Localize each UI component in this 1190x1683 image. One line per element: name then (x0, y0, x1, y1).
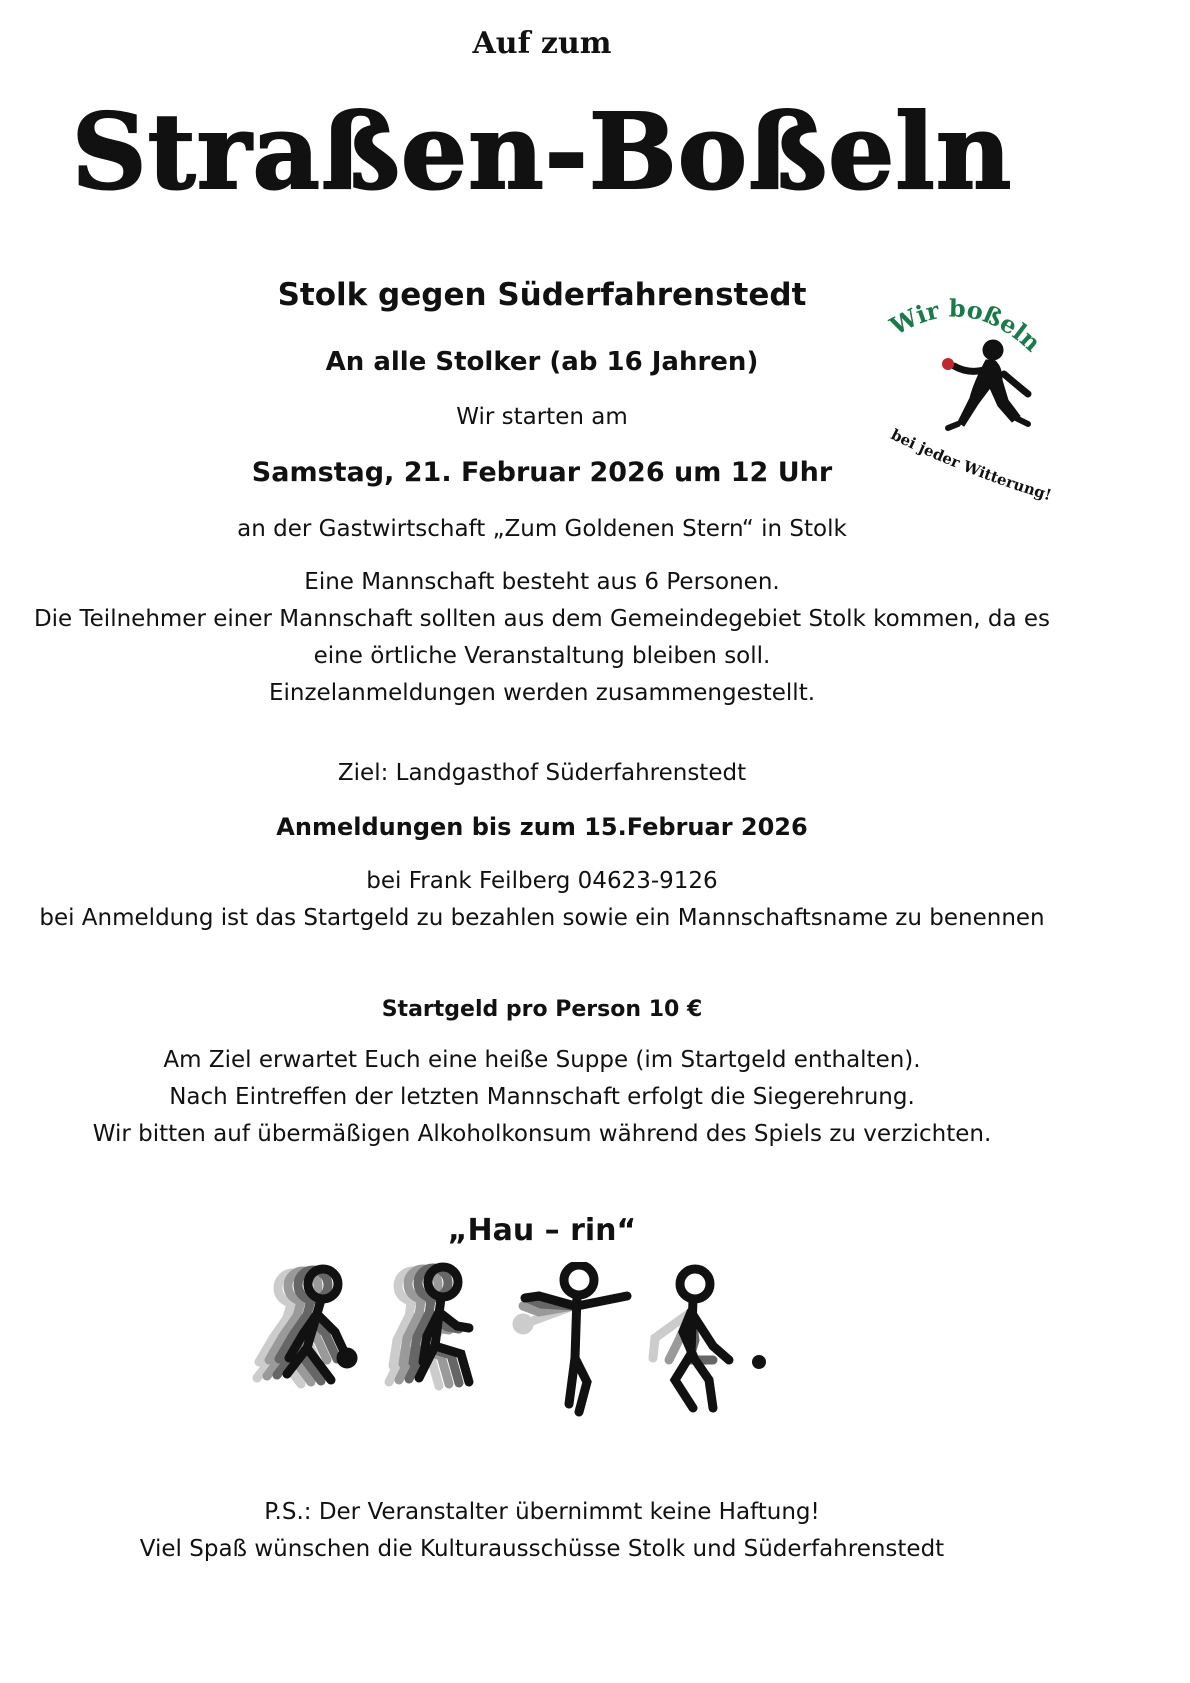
figure-throwing-icon (653, 1269, 766, 1408)
figure-winding-up-icon (517, 1265, 627, 1412)
start-intro: Wir starten am (456, 404, 628, 430)
registration-deadline: Anmeldungen bis zum 15.Februar 2026 (276, 813, 808, 841)
figure-stepping-icon (389, 1267, 469, 1386)
badge-bottom-text: bei jeder Witterung! (888, 425, 1054, 505)
slogan: „Hau – rin“ (447, 1213, 637, 1248)
closing-line: Nach Eintreffen der letzten Mannschaft erfolgt die Siegerehrung. (169, 1084, 915, 1110)
closing-info-block (0, 1042, 1084, 1153)
disclaimer: P.S.: Der Veranstalter übernimmt keine Haftung! (264, 1499, 820, 1525)
subtitle: Stolk gegen Süderfahrenstedt (277, 277, 807, 313)
start-location: an der Gastwirtschaft „Zum Goldenen Stern“ in Stolk (237, 516, 847, 542)
ball-icon (752, 1355, 766, 1369)
throwing-figures-illustration (243, 1262, 843, 1432)
closing-line: Wir bitten auf übermäßigen Alkoholkonsum während des Spiels zu verzichten. (92, 1121, 992, 1147)
audience-line: An alle Stolker (ab 16 Jahren) (325, 347, 759, 377)
closing-line: Am Ziel erwartet Euch eine heiße Suppe (im Startgeld enthalten). (163, 1047, 921, 1073)
team-info-block (0, 564, 1084, 712)
event-date: Samstag, 21. Februar 2026 um 12 Uhr (251, 457, 833, 488)
team-info-line: Die Teilnehmer einer Mannschaft sollten aus dem Gemeindegebiet Stolk kommen, da es (33, 606, 1051, 632)
team-info-line: Eine Mannschaft besteht aus 6 Personen. (304, 569, 780, 595)
contact-line: bei Frank Feilberg 04623-9126 (366, 868, 718, 894)
contact-block (0, 863, 1084, 937)
team-info-line: eine örtliche Veranstaltung bleiben soll. (313, 643, 771, 669)
boessel-ball-icon (942, 358, 954, 370)
badge-top-text: Wir boßeln (885, 293, 1047, 358)
entry-fee: Startgeld pro Person 10 € (381, 997, 703, 1022)
bosseler-silhouette-icon (948, 340, 1028, 428)
postscript-block (0, 1494, 1084, 1568)
pre-title: Auf zum (472, 26, 612, 61)
sign-off: Viel Spaß wünschen die Kulturausschüsse Stolk und Süderfahrenstedt (139, 1536, 945, 1562)
main-title: Straßen-Boßeln (71, 90, 1013, 213)
fee-note: bei Anmeldung ist das Startgeld zu bezahlen sowie ein Mannschaftsname zu benennen (39, 905, 1045, 931)
weather-badge (878, 290, 1098, 520)
goal-line: Ziel: Landgasthof Süderfahrenstedt (337, 760, 747, 786)
team-info-line: Einzelanmeldungen werden zusammengestellt. (268, 680, 816, 706)
figure-walking-icon (257, 1269, 353, 1384)
